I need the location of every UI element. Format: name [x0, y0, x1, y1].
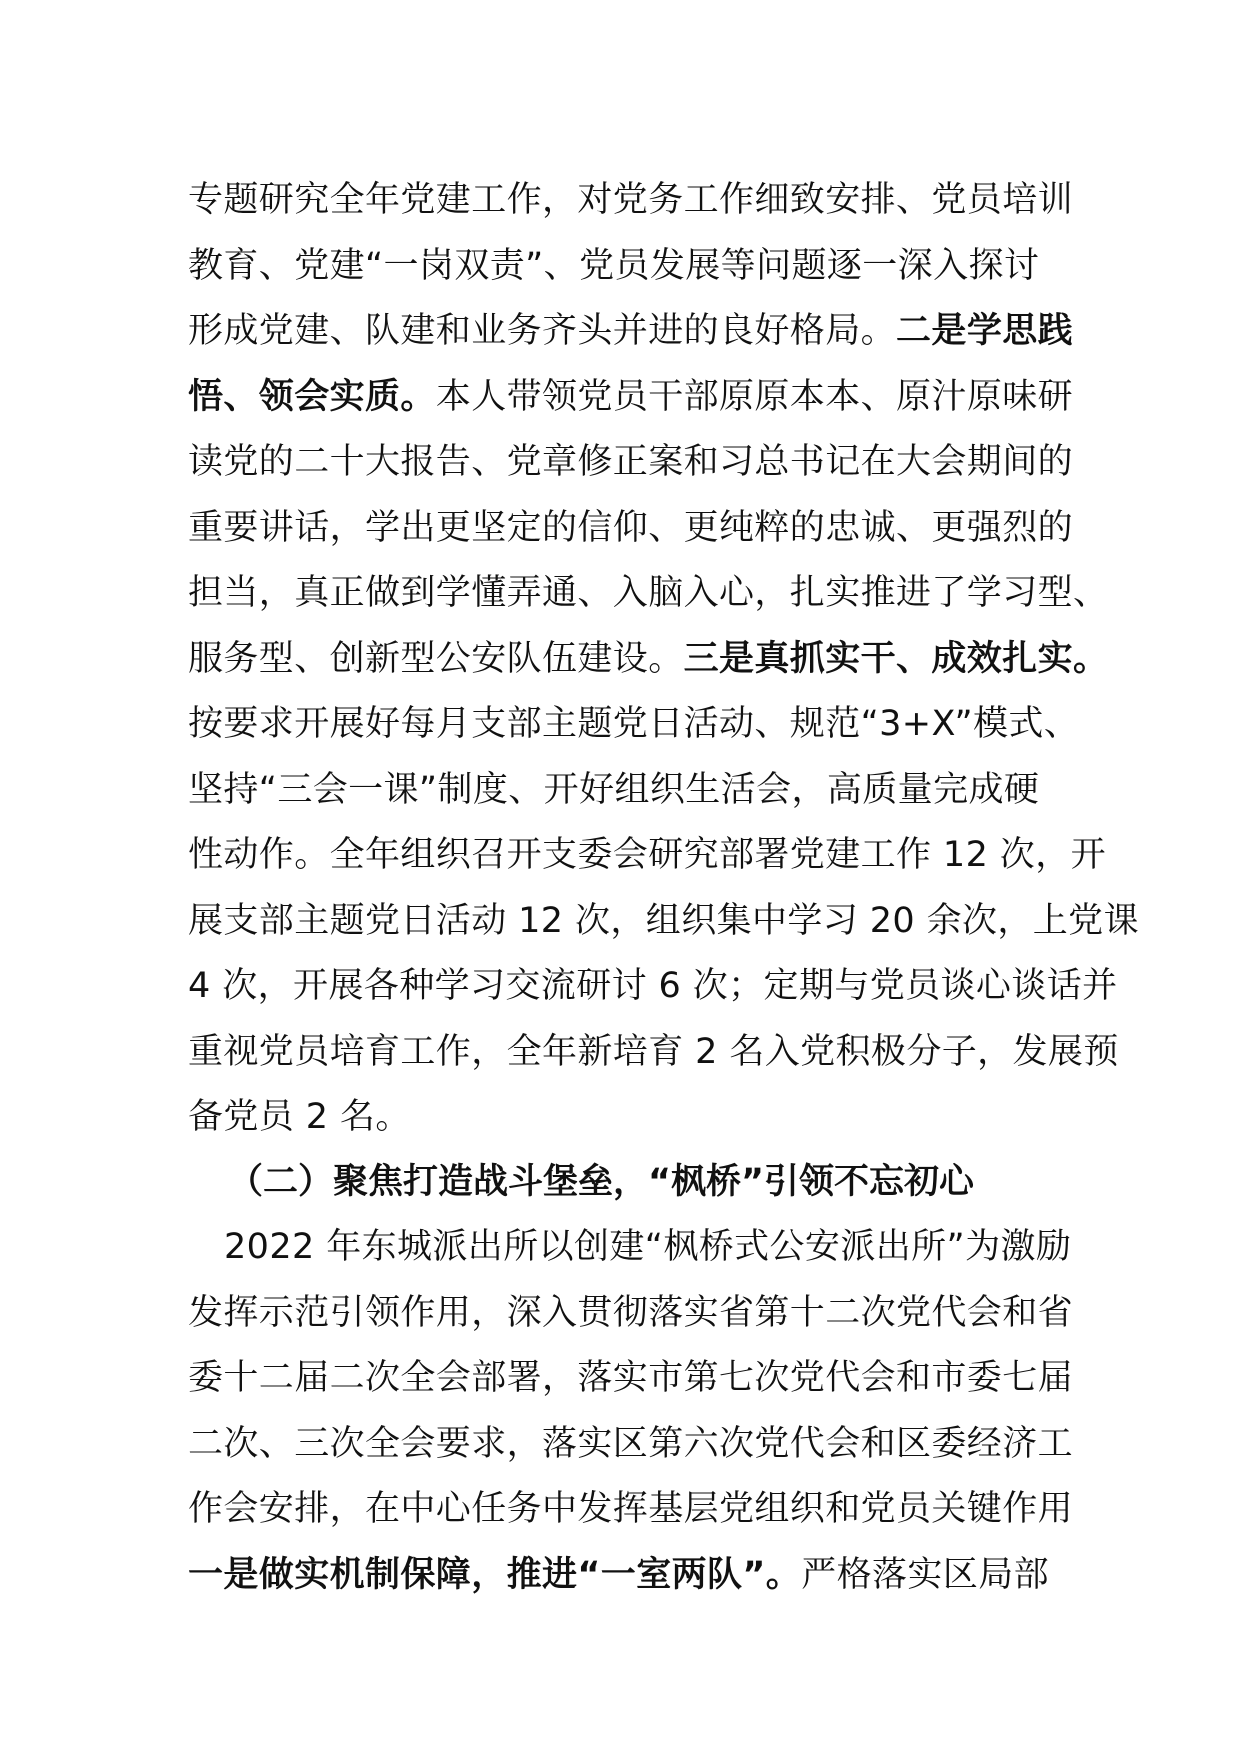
text-line	[188, 627, 1109, 691]
text-line	[188, 365, 1088, 429]
text-line	[188, 561, 1109, 625]
bold-text-segment: 悟、领会实质。	[188, 376, 436, 417]
text-line	[188, 299, 1088, 363]
text-segment: 形成党建、队建和业务齐头并进的良好格局。	[188, 311, 897, 351]
text-line	[188, 430, 1088, 494]
text-line	[188, 954, 1118, 1018]
text-segment: 按要求开展好每月支部主题党日活动、规范“3+X”模式、	[188, 704, 1080, 744]
text-segment: 4 次，开展各种学习交流研讨 6 次；定期与党员谈心谈话并	[188, 966, 1118, 1006]
text-line	[188, 692, 1088, 756]
text-line	[188, 823, 1106, 887]
text-line	[188, 1020, 1119, 1084]
text-line	[188, 168, 1088, 232]
text-segment: 二次、三次全会要求，落实区第六次党代会和区委经济工	[188, 1423, 1074, 1464]
text-segment: 委十二届二次全会部署，落实市第七次党代会和市委七届	[188, 1358, 1074, 1398]
text-line	[188, 1281, 1088, 1345]
text-segment: 作会安排，在中心任务中发挥基层党组织和党员关键作用	[188, 1489, 1074, 1529]
text-line	[188, 758, 1088, 822]
text-segment: 专题研究全年党建工作，对党务工作细致安排、党员培训	[188, 180, 1074, 220]
text-segment: 严格落实区局部	[801, 1554, 1050, 1595]
text-segment: 备党员 2 名。	[188, 1097, 411, 1137]
text-segment: 读党的二十大报告、党章修正案和习总书记在大会期间的	[188, 442, 1074, 482]
text-line	[188, 1412, 1088, 1476]
text-segment: 重视党员培育工作，全年新培育 2 名入党积极分子，发展预	[188, 1031, 1119, 1072]
text-line	[188, 496, 1088, 560]
bold-text-segment: 一是做实机制保障，推进“一室两队”。	[188, 1554, 802, 1595]
bold-text-segment: 三是真抓实干、成效扎实。	[683, 638, 1109, 679]
text-line	[188, 1085, 1088, 1149]
section-heading: （二）聚焦打造战斗堡垒，“枫桥”引领不忘初心	[228, 1162, 975, 1202]
text-segment: 展支部主题党日活动 12 次，组织集中学习 20 余次，上党课	[188, 900, 1139, 941]
text-segment: 2022 年东城派出所以创建“枫桥式公安派出所”为激励	[224, 1227, 1072, 1267]
text-line	[188, 889, 1139, 953]
text-segment: 性动作。全年组织召开支委会研究部署党建工作 12 次，开	[188, 835, 1106, 875]
text-segment: 担当，真正做到学懂弄通、入脑入心，扎实推进了学习型、	[188, 573, 1109, 613]
text-line	[188, 1543, 1088, 1607]
text-segment: 教育、党建“一岗双责”、党员发展等问题逐一深入探讨	[188, 245, 1040, 286]
bold-text-segment: 二是学思践	[896, 311, 1074, 351]
text-line	[188, 234, 1088, 298]
text-line	[224, 1215, 1124, 1279]
text-segment: 重要讲话，学出更坚定的信仰、更纯粹的忠诚、更强烈的	[188, 507, 1074, 548]
text-segment: 坚持“三会一课”制度、开好组织生活会，高质量完成硬	[188, 769, 1040, 810]
text-line	[188, 1346, 1088, 1410]
text-segment: 发挥示范引领作用，深入贯彻落实省第十二次党代会和省	[188, 1292, 1074, 1333]
text-segment: 服务型、创新型公安队伍建设。	[188, 638, 684, 679]
text-line	[188, 1477, 1088, 1541]
text-segment: 本人带领党员干部原原本本、原汁原味研	[435, 376, 1074, 417]
